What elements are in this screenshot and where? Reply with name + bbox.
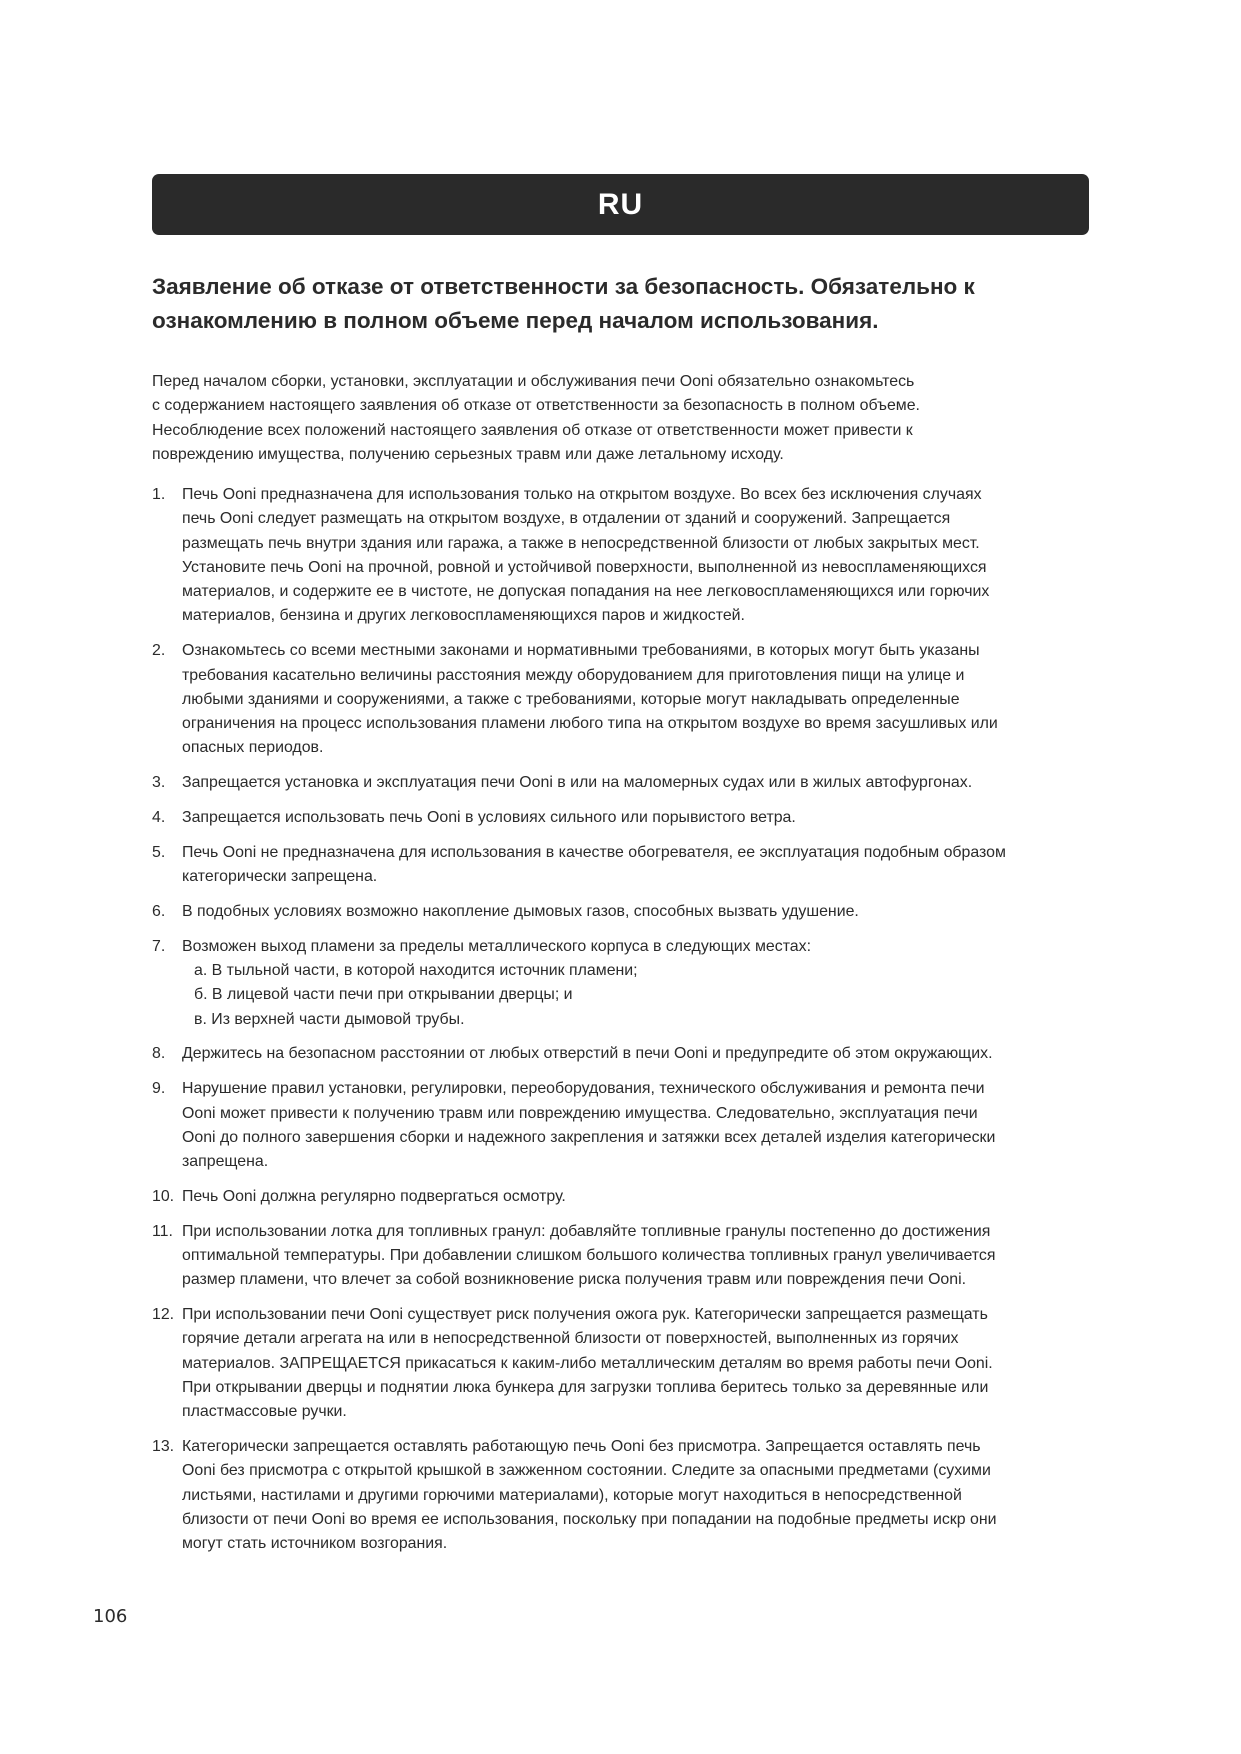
list-item-number: 7. [152, 937, 166, 955]
intro-line: с содержанием настоящего заявления об отказе от ответственности за безопасность в полном объеме. [152, 397, 920, 415]
list-item-line: категорически запрещена. [182, 868, 378, 886]
list-item [152, 1303, 1092, 1424]
list-item-number: 12. [152, 1306, 175, 1324]
list-item-line: Запрещается использовать печь Ooni в условиях сильного или порывистого ветра. [182, 809, 796, 827]
list-item-line: требования касательно величины расстояния между оборудованием для приготовления пищи на улице и [182, 666, 965, 684]
intro-line: Перед началом сборки, установки, эксплуатации и обслуживания печи Ooni обязательно ознакомьтесь [152, 373, 915, 390]
list-item [152, 806, 1092, 830]
list-item-line: Установите печь Ooni на прочной, ровной и устойчивой поверхности, выполненной из невоспламеняющихся [182, 558, 987, 576]
list-item-line: При использовании лотка для топливных гранул: добавляйте топливные гранулы постепенно до достижения [182, 1222, 991, 1240]
list-item-line: При использовании печи Ooni существует риск получения ожога рук. Категорически запрещается размещать [182, 1306, 988, 1324]
list-item-line: близости от печи Ooni во время ее использования, поскольку при попадании на подобные предметы искр они [182, 1510, 997, 1528]
list-item-number: 1. [152, 486, 166, 503]
list-item-line: горячие детали агрегата на или в непосредственной близости от поверхностей, выполненных из горячих [182, 1330, 959, 1348]
list-item-number: 5. [152, 843, 166, 861]
list-item [152, 841, 1092, 890]
language-banner [152, 174, 1089, 235]
list-item [152, 935, 1092, 1032]
page-number: 106 [93, 1606, 128, 1627]
list-item-line: любыми зданиями и сооружениями, а также с требованиями, которые могут накладывать определенные [182, 690, 960, 708]
list-item-line: пластмассовые ручки. [182, 1403, 347, 1421]
list-item-line: Ooni до полного завершения сборки и надежного закрепления и затяжки всех деталей изделия категорически [182, 1128, 996, 1146]
list-item-line: оптимальной температуры. При добавлении слишком большого количества топливных гранул увеличивается [182, 1247, 996, 1265]
list-item-line: В подобных условиях возможно накопление дымовых газов, способных вызвать удушение. [182, 902, 859, 920]
list-item-line: Печь Ooni не предназначена для использования в качестве обогревателя, ее эксплуатация подобным образом [182, 843, 1006, 861]
page-title: Заявление об отказе от ответственности за безопасность. Обязательно к ознакомлению в полном объеме перед началом использования. [152, 274, 975, 333]
sub-list-item: б. В лицевой части печи при открывании дверцы; и [194, 986, 573, 1004]
list-item [152, 1042, 1092, 1066]
list-item [152, 900, 1092, 924]
list-item-line: материалов, и содержите ее в чистоте, не допуская попадания на нее легковоспламеняющихся или горючих [182, 583, 990, 601]
list-item-line: Держитесь на безопасном расстоянии от любых отверстий в печи Ooni и предупредите об этом окружающих. [182, 1045, 993, 1063]
list-item [152, 1185, 1092, 1209]
list-item-line: Печь Ooni предназначена для использования только на открытом воздухе. Во всех без исключения случаях [182, 486, 982, 503]
list-item-line: При открывании дверцы и поднятии люка бункера для загрузки топлива беритесь только за деревянные или [182, 1379, 989, 1396]
list-item-line: Ooni без присмотра с открытой крышкой в зажженном состоянии. Следите за опасными предметами (сухими [182, 1462, 991, 1480]
list-item-number: 11. [152, 1222, 173, 1240]
list-item [152, 1435, 1092, 1556]
safety-list [152, 483, 1092, 1567]
list-item-line: размер пламени, что влечет за собой возникновение риска получения травм или повреждения печи Ooni. [182, 1271, 967, 1289]
list-item-number: 13. [152, 1438, 175, 1456]
list-item [152, 1220, 1092, 1293]
list-item-number: 8. [152, 1045, 166, 1063]
list-item-line: Ознакомьтесь со всеми местными законами и нормативными требованиями, в которых могут быть указаны [182, 642, 980, 660]
list-item-number: 9. [152, 1080, 166, 1098]
intro-line: повреждению имущества, получению серьезных травм или даже летальному исходу. [152, 445, 784, 463]
list-item [152, 639, 1092, 760]
language-code: RU [597, 187, 644, 221]
list-item-number: 4. [152, 809, 166, 827]
list-item-line: размещать печь внутри здания или гаража, а также в непосредственной близости от любых закрытых мест. [182, 534, 980, 552]
list-item-line: Печь Ooni должна регулярно подвергаться осмотру. [182, 1187, 566, 1205]
list-item-line: Категорически запрещается оставлять работающую печь Ooni без присмотра. Запрещается оставлять печь [182, 1438, 981, 1456]
list-item [152, 483, 1092, 629]
list-item-line: листьями, настилами и другими горючими материалами), которые могут находиться в непосредственной [182, 1486, 962, 1504]
list-item-line: Возможен выход пламени за пределы металлического корпуса в следующих местах: [182, 937, 812, 955]
intro-line: Несоблюдение всех положений настоящего заявления об отказе от ответственности может привести к [152, 421, 913, 439]
list-item-line: могут стать источником возгорания. [182, 1535, 448, 1553]
list-item-line: ограничения на процесс использования пламени любого типа на открытом воздухе во время засушливых или [182, 715, 998, 733]
list-item-line: запрещена. [182, 1153, 269, 1171]
sub-list [182, 959, 1092, 1032]
list-item [152, 771, 1092, 795]
list-item-number: 2. [152, 642, 166, 660]
list-item-line: Ooni может привести к получению травм или повреждению имущества. Следовательно, эксплуатация печи [182, 1104, 978, 1122]
intro-paragraph [152, 370, 1092, 467]
sub-list-item: а. В тыльной части, в которой находится источник пламени; [194, 962, 638, 980]
list-item [152, 1077, 1092, 1174]
list-item-line: печь Ooni следует размещать на открытом воздухе, в отдалении от зданий и сооружений. Запрещается [182, 510, 951, 528]
list-item-line: Нарушение правил установки, регулировки, переоборудования, технического обслуживания и ремонта печи [182, 1080, 985, 1098]
list-item-number: 10. [152, 1187, 175, 1205]
list-item-number: 6. [152, 902, 166, 920]
sub-list-item: в. Из верхней части дымовой трубы. [194, 1010, 465, 1028]
list-item-line: Запрещается установка и эксплуатация печи Ooni в или на маломерных судах или в жилых автофургонах. [182, 774, 973, 792]
list-item-line: материалов, бензина и других легковоспламеняющихся паров и жидкостей. [182, 607, 745, 625]
list-item-line: материалов. ЗАПРЕЩАЕТСЯ прикасаться к каким-либо металлическим деталям во время работы печи Ooni. [182, 1354, 993, 1372]
list-item-line: опасных периодов. [182, 739, 324, 757]
list-item-number: 3. [152, 774, 166, 792]
